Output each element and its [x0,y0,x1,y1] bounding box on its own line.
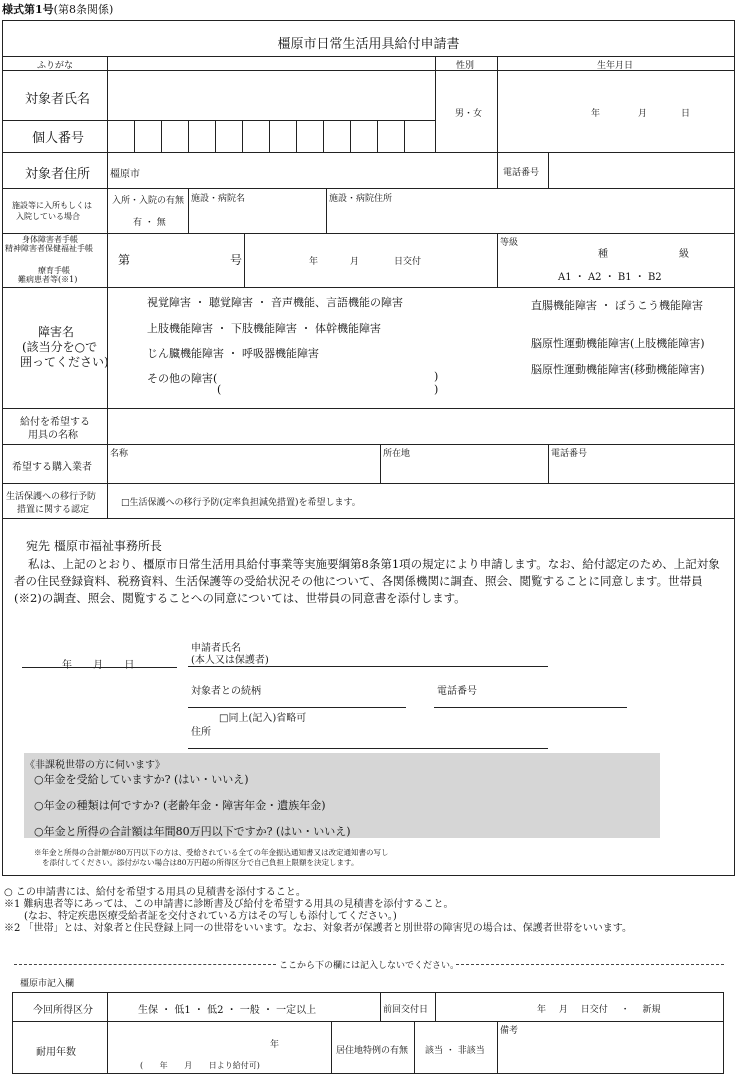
vendor-name-label: 名称 [110,449,129,459]
addressee: 宛先 橿原市福祉事務所長 [26,539,162,553]
cert-label-3: 療育手帳 [38,266,70,275]
cert-issue-year: 年 [309,257,319,267]
applicant-label-2: (本人又は保護者) [191,655,269,666]
form-ref: (第8条関係) [53,3,114,16]
facility-addr-label: 施設・病院住所 [329,194,393,204]
disability-other-open-2: ( [217,383,222,396]
phone-label: 電話番号 [503,168,540,178]
tax-note-1: ※年金と所得の合計額が80万円以下の方は、受給されている全ての年金振込通知書又は改定通知書の写し [34,848,389,857]
tax-title: 《非課税世帯の方に伺います》 [25,760,165,771]
relation-label: 対象者との続柄 [191,686,261,697]
welfare-label-1: 生活保護への移行予防 [6,492,97,502]
disability-options-right2[interactable]: 脳原性運動機能障害(上肢機能障害) [531,337,705,350]
dob-label: 生年月日 [597,61,634,71]
cut-line-left [14,964,276,965]
same-as-above-checkbox[interactable]: □同上(記入)省略可 [219,713,307,724]
disability-label-1: 障害名 [38,325,75,339]
disability-other-close-1: ) [434,370,439,383]
disability-options-row3[interactable]: じん臓機能障害 ・ 呼吸器機能障害 [147,347,319,360]
address-label: 対象者住所 [25,167,91,182]
id-number-label: 個人番号 [32,131,85,146]
disability-other-close-2: ) [434,383,439,396]
disability-label-2: (該当分を○で [22,340,98,354]
cut-line-text: ここから下の欄には記入しないでください。 [279,961,460,971]
gender-value: 男・女 [455,109,483,119]
tax-question-2[interactable]: ○年金の種類は何ですか? (老齢年金・障害年金・遺族年金) [34,799,326,812]
cut-line-right [456,964,724,965]
note-2: ※1 難病患者等にあっては、この申請書に診断書及び給付を希望する用具の見積書を添付すること。 [4,899,454,910]
residence-value[interactable]: 該当 ・ 非該当 [425,1046,485,1056]
disability-options-right1[interactable]: 直腸機能障害 ・ ぼうこう機能障害 [531,299,703,312]
dob-day: 日 [681,109,691,119]
facility-label-1: 施設等に入所もしくは [12,201,92,210]
grade-type: 種 [598,249,608,260]
admission-label: 入所・入院の有無 [112,196,185,206]
disability-options-row1[interactable]: 視覚障害 ・ 聴覚障害 ・ 音声機能、言語機能の障害 [147,296,403,309]
welfare-option-checkbox[interactable]: □生活保護への移行予防(定率負担減免措置)を希望します。 [121,498,361,508]
item-label-1: 給付を希望する [20,417,90,428]
cert-label-1: 身体障害者手帳 [22,235,78,244]
address-value: 橿原市 [110,169,140,180]
income-label: 今回所得区分 [33,1005,93,1016]
income-options[interactable]: 生保 ・ 低1 ・ 低2 ・ 一般 ・ 一定以上 [138,1005,317,1016]
applicant-phone-label: 電話番号 [437,686,477,697]
declaration-text: 私は、上記のとおり、橿原市日常生活用具給付事業等実施要綱第8条第1項の規定により申請します。なお、給付認定のため、上記対象者の住民登録資料、税務資料、生活保護等の受給状況その他について、各関係機関に調査、照会、閲覧することに同意します。世帯員(※2)の調査、照会、閲覧することへの同意については、世帯員の同意書を添付します。 [14,557,720,605]
grade-level: 級 [679,249,689,260]
applicant-phone-line[interactable] [434,707,627,708]
applicant-name-line[interactable] [188,666,548,667]
note-4: ※2 「世帯」とは、対象者と住民登録上同一の世帯をいいます。なお、対象者が保護者と別世帯の障害児の場合は、保護者世帯をいいます。 [4,923,632,934]
furigana-label: ふりがな [37,61,74,71]
useful-year: 年 [270,1040,280,1050]
item-label-2: 用具の名称 [28,430,78,441]
cert-issue-month: 月 [350,257,360,267]
grade-label: 等級 [500,238,519,248]
form-label: 様式第1号 [2,3,54,16]
facility-label-2: 入院している場合 [16,212,80,221]
grade-options[interactable]: A1 ・ A2 ・ B1 ・ B2 [558,272,662,283]
relation-line[interactable] [188,707,406,708]
note-3: (なお、特定疾患医療受給者証を交付されている方はその写しも添付してください。) [24,911,397,922]
vendor-phone-label: 電話番号 [551,449,588,459]
useful-from: ( 年 月 日より給付可) [140,1061,260,1070]
applicant-address-line[interactable] [188,748,548,749]
useful-life-label: 耐用年数 [36,1047,76,1058]
admission-value: 有 ・ 無 [133,218,166,228]
prev-issue-value[interactable]: 年 月 日交付 ・ 新規 [537,1005,661,1015]
cert-issue-day: 日交付 [394,257,422,267]
applicant-label-1: 申請者氏名 [191,643,241,654]
disability-options-right3[interactable]: 脳原性運動機能障害(移動機能障害) [531,363,705,376]
cert-no-prefix: 第 [118,253,131,267]
applicant-address-label: 住所 [191,727,211,738]
cert-no-suffix: 号 [230,253,243,267]
cert-label-2: 精神障害者保健福祉手帳 [5,244,93,253]
welfare-label-2: 措置に関する認定 [17,505,90,515]
residence-label: 居住地特例の有無 [336,1046,409,1056]
gender-label: 性別 [456,61,475,71]
remarks-label: 備考 [500,1026,519,1036]
office-use-label: 橿原市記入欄 [20,979,75,989]
vendor-label: 希望する購入業者 [12,462,92,473]
tax-question-1[interactable]: ○年金を受給していますか? (はい・いいえ) [34,773,249,786]
disability-other-label: その他の障害( [147,372,218,385]
sign-date: 年 月 日 [62,660,135,671]
dob-year: 年 [591,109,601,119]
cert-label-4: 難病患者等(※1) [18,275,78,284]
vendor-location-label: 所在地 [383,449,411,459]
name-label: 対象者氏名 [25,92,91,107]
dob-month: 月 [638,109,648,119]
tax-question-3[interactable]: ○年金と所得の合計額は年間80万円以下ですか? (はい・いいえ) [34,825,351,838]
tax-note-2: を添付してください。添付がない場合は80万円超の所得区分で自己負担上限額を決定します。 [42,858,359,867]
disability-label-3: 囲ってください) [20,355,109,369]
prev-issue-label: 前回交付日 [383,1005,429,1015]
note-1: ○ この申請書には、給付を希望する用具の見積書を添付すること。 [4,887,306,898]
form-title: 橿原市日常生活用具給付申請書 [277,37,460,52]
disability-options-row2[interactable]: 上肢機能障害 ・ 下肢機能障害 ・ 体幹機能障害 [147,322,381,335]
facility-name-label: 施設・病院名 [191,194,246,204]
